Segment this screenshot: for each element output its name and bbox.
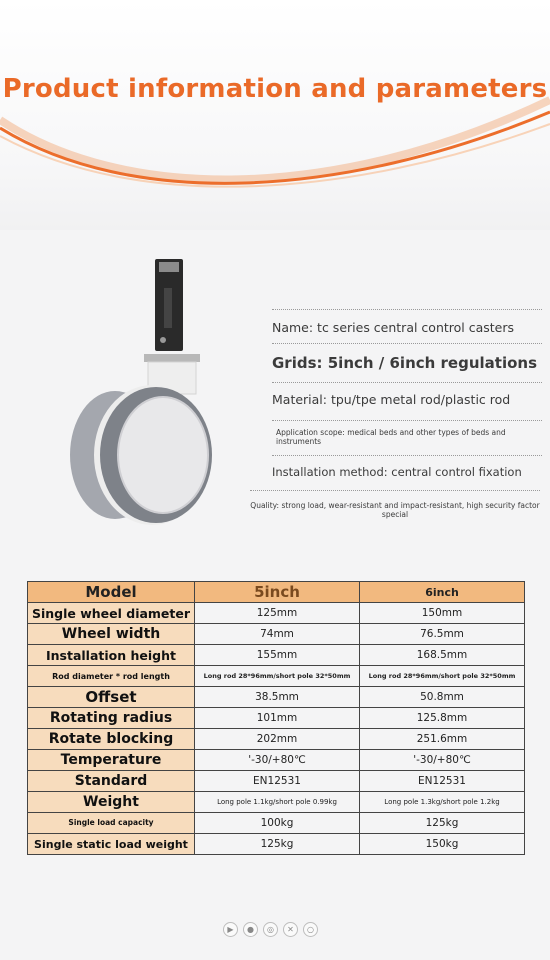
row-label: Single static load weight bbox=[28, 834, 195, 855]
cell-6inch: Long rod 28*96mm/short pole 32*50mm bbox=[360, 666, 525, 687]
cell-5inch: 74mm bbox=[195, 624, 360, 645]
cell-5inch: EN12531 bbox=[195, 771, 360, 792]
page-title: Product information and parameters bbox=[2, 74, 548, 104]
table-row bbox=[28, 834, 525, 855]
play-icon[interactable]: ▶ bbox=[223, 922, 238, 937]
cell-6inch: 125kg bbox=[360, 813, 525, 834]
spec-material: Material: tpu/tpe metal rod/plastic rod bbox=[272, 382, 542, 407]
cell-5inch: 38.5mm bbox=[195, 687, 360, 708]
cell-5inch: 101mm bbox=[195, 708, 360, 729]
table-row bbox=[28, 750, 525, 771]
row-label: Single load capacity bbox=[28, 813, 195, 834]
row-label: Installation height bbox=[28, 645, 195, 666]
row-label: Rotating radius bbox=[28, 708, 195, 729]
row-label: Standard bbox=[28, 771, 195, 792]
spec-name: Name: tc series central control casters bbox=[272, 309, 542, 335]
spec-installation-method: Installation method: central control fixation bbox=[272, 455, 542, 479]
row-label: Rod diameter * rod length bbox=[28, 666, 195, 687]
cell-6inch: 150kg bbox=[360, 834, 525, 855]
table-row bbox=[28, 603, 525, 624]
cell-6inch: EN12531 bbox=[360, 771, 525, 792]
table-row bbox=[28, 624, 525, 645]
column-header: 5inch bbox=[195, 582, 360, 603]
table-row bbox=[28, 708, 525, 729]
cell-5inch: 155mm bbox=[195, 645, 360, 666]
table-header-row bbox=[28, 582, 525, 603]
cell-5inch: 125kg bbox=[195, 834, 360, 855]
cell-6inch: 125.8mm bbox=[360, 708, 525, 729]
cell-6inch: 50.8mm bbox=[360, 687, 525, 708]
spec-quality: Quality: strong load, wear-resistant and impact-resistant, high security factor special bbox=[250, 490, 540, 519]
row-label: Weight bbox=[28, 792, 195, 813]
parameter-table bbox=[27, 581, 524, 855]
record-icon[interactable]: ● bbox=[243, 922, 258, 937]
target-icon[interactable]: ◎ bbox=[263, 922, 278, 937]
cell-5inch: 202mm bbox=[195, 729, 360, 750]
row-label: Single wheel diameter bbox=[28, 603, 195, 624]
cell-6inch: Long pole 1.3kg/short pole 1.2kg bbox=[360, 792, 525, 813]
caster-wheel-image bbox=[60, 250, 220, 530]
table-row bbox=[28, 813, 525, 834]
column-header: Model bbox=[28, 582, 195, 603]
row-label: Wheel width bbox=[28, 624, 195, 645]
table-row bbox=[28, 771, 525, 792]
row-label: Rotate blocking bbox=[28, 729, 195, 750]
spec-application-scope: Application scope: medical beds and other types of beds and instruments bbox=[272, 420, 542, 446]
table-row bbox=[28, 729, 525, 750]
circle-icon[interactable]: ○ bbox=[303, 922, 318, 937]
close-icon[interactable]: ✕ bbox=[283, 922, 298, 937]
column-header: 6inch bbox=[360, 582, 525, 603]
cell-6inch: 150mm bbox=[360, 603, 525, 624]
table-row bbox=[28, 666, 525, 687]
media-controls bbox=[223, 922, 318, 937]
cell-5inch: Long rod 28*96mm/short pole 32*50mm bbox=[195, 666, 360, 687]
spec-grids: Grids: 5inch / 6inch regulations bbox=[272, 343, 542, 372]
row-label: Temperature bbox=[28, 750, 195, 771]
cell-5inch: Long pole 1.1kg/short pole 0.99kg bbox=[195, 792, 360, 813]
table-row bbox=[28, 645, 525, 666]
row-label: Offset bbox=[28, 687, 195, 708]
cell-6inch: 168.5mm bbox=[360, 645, 525, 666]
cell-5inch: 125mm bbox=[195, 603, 360, 624]
table-row bbox=[28, 687, 525, 708]
cell-6inch: '-30/+80℃ bbox=[360, 750, 525, 771]
cell-6inch: 76.5mm bbox=[360, 624, 525, 645]
cell-6inch: 251.6mm bbox=[360, 729, 525, 750]
table-row bbox=[28, 792, 525, 813]
cell-5inch: '-30/+80℃ bbox=[195, 750, 360, 771]
cell-5inch: 100kg bbox=[195, 813, 360, 834]
